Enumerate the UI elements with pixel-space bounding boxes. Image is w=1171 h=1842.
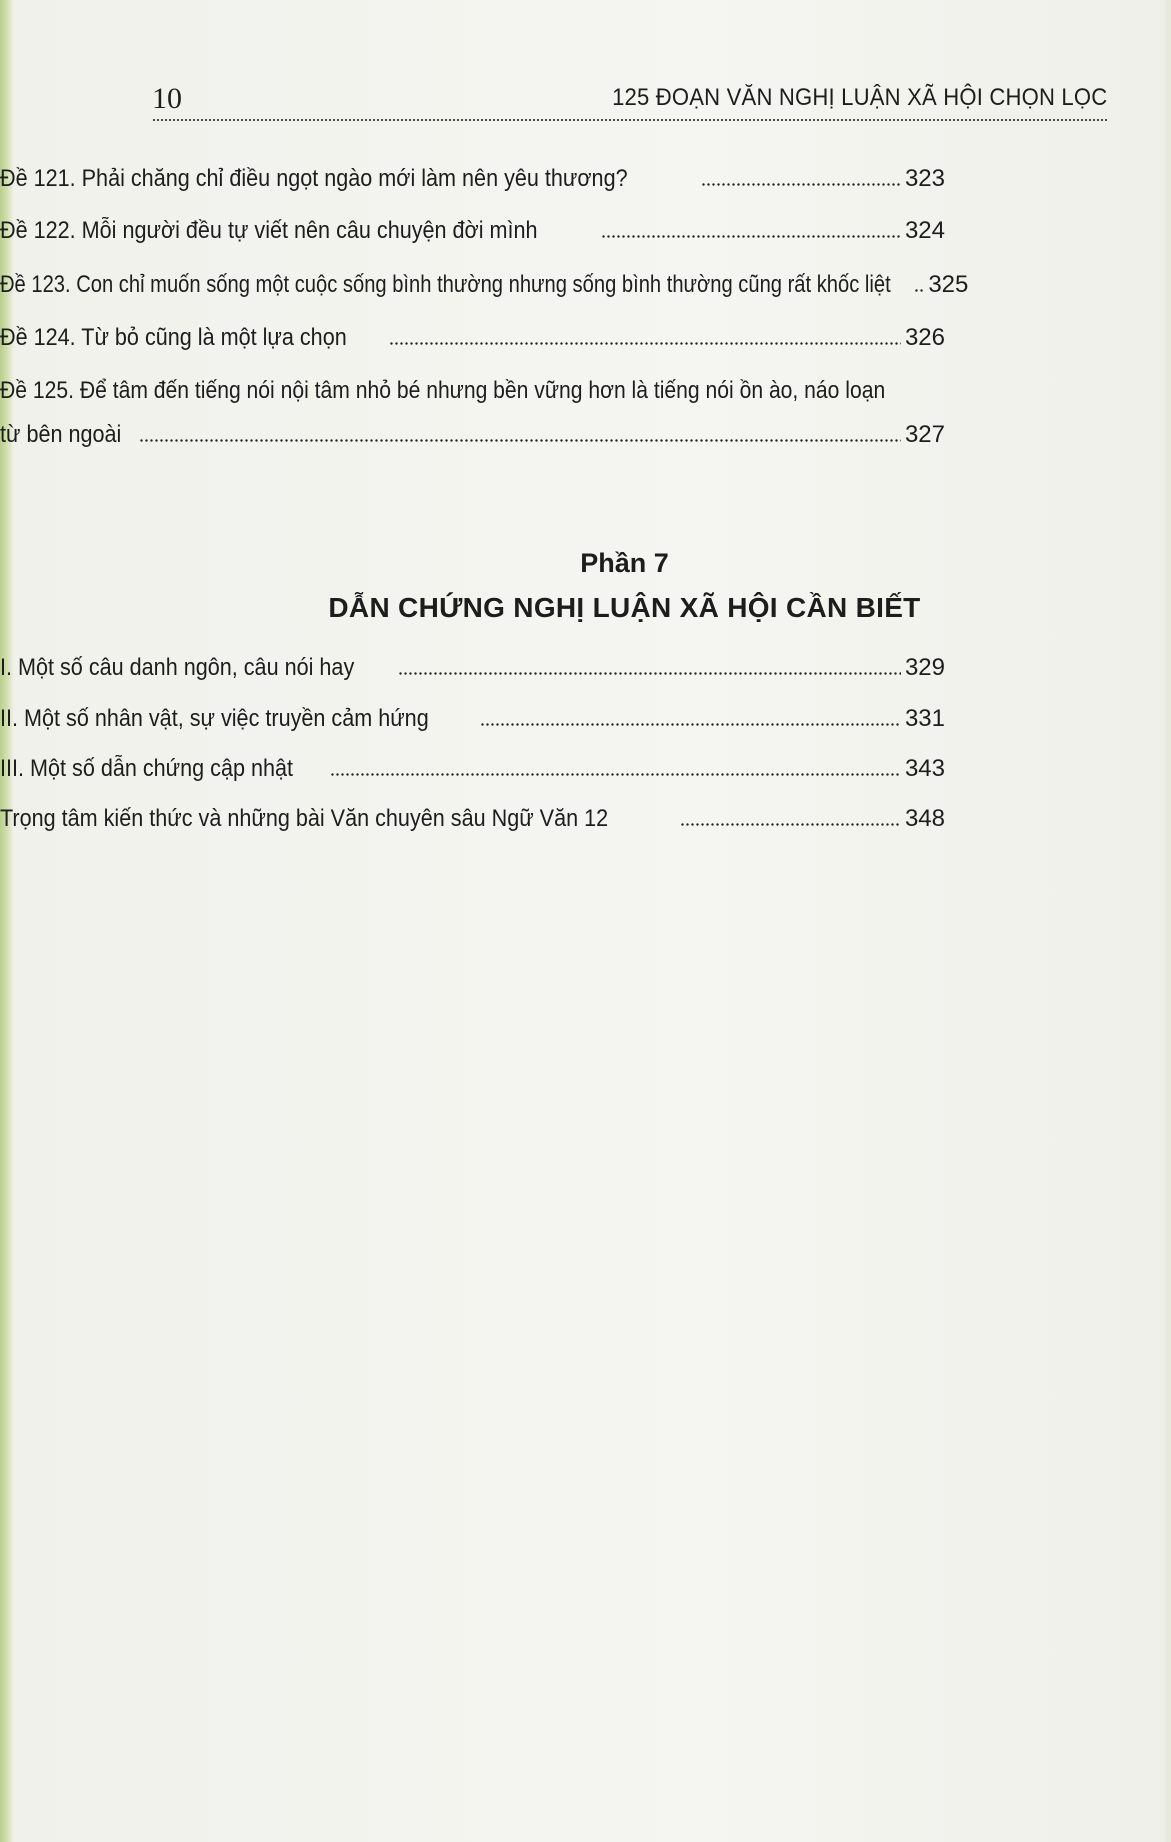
- running-header: [152, 82, 1107, 120]
- toc-entry-text: Đề 122. Mỗi người đều tự viết nên câu chuyện đời mình: [0, 217, 538, 244]
- toc-entry-text: Đề 121. Phải chăng chỉ điều ngọt ngào mới làm nên yêu thương?: [0, 165, 628, 192]
- section-label: Phần 7: [580, 548, 669, 578]
- toc-entry: [0, 754, 945, 784]
- toc-entry: [0, 323, 945, 353]
- toc-entry-page: 325: [928, 271, 969, 298]
- toc-entry-page: 323: [904, 165, 945, 192]
- section-title: DẪN CHỨNG NGHỊ LUẬN XÃ HỘI CẦN BIẾT: [328, 592, 921, 623]
- toc-entry: [0, 804, 945, 834]
- dot-leader: [701, 181, 901, 187]
- dot-leader: [680, 821, 901, 827]
- toc-entry: [0, 376, 945, 452]
- dot-leader: [601, 233, 901, 239]
- dot-leader: [389, 340, 901, 346]
- toc-entry-text: II. Một số nhân vật, sự việc truyền cảm hứng: [0, 705, 429, 732]
- toc-entry-text: III. Một số dẫn chứng cập nhật: [0, 755, 294, 782]
- dot-leader: [330, 771, 901, 777]
- dot-leader: [139, 437, 901, 443]
- page-edge: [1161, 0, 1171, 1842]
- header-book-title: 125 ĐOẠN VĂN NGHỊ LUẬN XÃ HỘI CHỌN LỌC: [611, 84, 1107, 111]
- toc-entry-text: Trọng tâm kiến thức và những bài Văn chuyên sâu Ngữ Văn 12: [0, 805, 609, 832]
- header-page-number: 10: [152, 82, 182, 115]
- toc-entry-page: 329: [904, 654, 945, 681]
- toc-entry-text-line2: từ bên ngoài: [0, 421, 122, 448]
- toc-entry-page: 327: [904, 421, 945, 448]
- toc-entry-page: 326: [904, 324, 945, 351]
- header-rule: [152, 118, 1107, 123]
- toc-entry-text: Đề 124. Từ bỏ cũng là một lựa chọn: [0, 324, 347, 351]
- toc-entry: [0, 164, 945, 194]
- dot-leader: [914, 287, 924, 293]
- toc-entry-page: 343: [904, 755, 945, 782]
- toc-entry: [0, 704, 945, 734]
- toc-entry-text-line1: Đề 125. Để tâm đến tiếng nói nội tâm nhỏ bé nhưng bền vững hơn là tiếng nói ồn ào, náo loạn: [0, 377, 886, 404]
- toc-entry: [0, 216, 945, 246]
- toc-entry: [0, 653, 945, 683]
- toc-entry: [0, 270, 969, 300]
- toc-entry-text: I. Một số câu danh ngôn, câu nói hay: [0, 654, 355, 681]
- toc-entry-page: 348: [904, 805, 945, 832]
- dot-leader: [480, 721, 901, 727]
- dot-leader: [398, 670, 901, 676]
- toc-entry-page: 331: [904, 705, 945, 732]
- toc-entry-text: Đề 123. Con chỉ muốn sống một cuộc sống bình thường nhưng sống bình thường cũng rất khốc liệt: [0, 271, 891, 298]
- toc-entry-page: 324: [904, 217, 945, 244]
